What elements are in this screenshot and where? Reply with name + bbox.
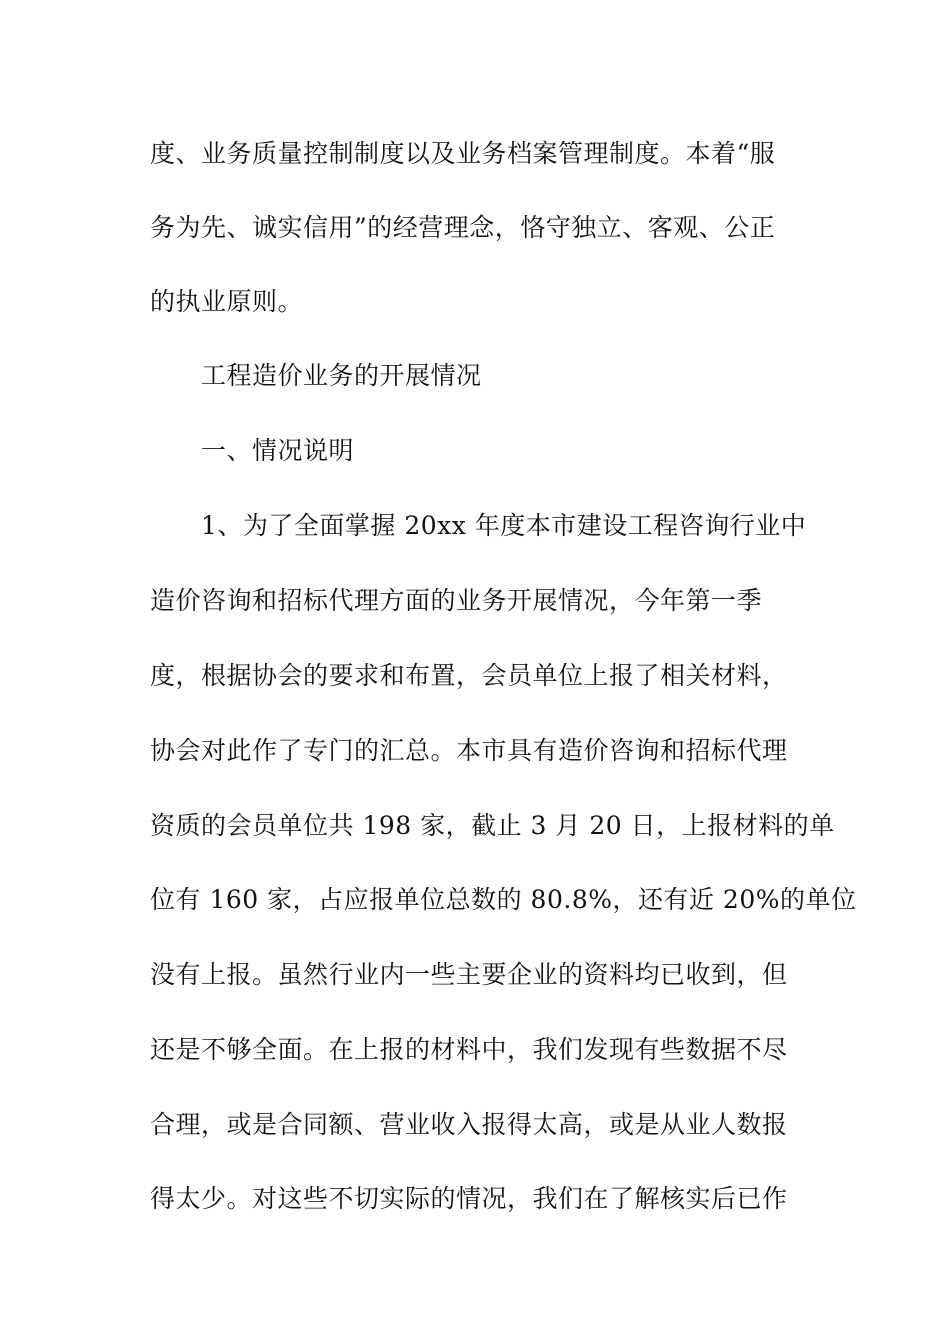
body-text-line: 造价咨询和招标代理方面的业务开展情况，今年第一季 [150,586,763,615]
body-text-line: 1、为了全面掌握 20xx 年度本市建设工程咨询行业中 [201,511,807,540]
body-text-line: 的执业原则。 [150,287,304,316]
body-text-line: 还是不够全面。在上报的材料中，我们发现有些数据不尽 [150,1035,788,1064]
body-text-line: 协会对此作了专门的汇总。本市具有造价咨询和招标代理 [150,736,788,765]
body-text-line: 合理，或是合同额、营业收入报得太高，或是从业人数报 [150,1110,788,1139]
body-text-line: 没有上报。虽然行业内一些主要企业的资料均已收到，但 [150,960,788,989]
subsection-heading: 一、情况说明 [201,436,355,465]
body-text-line: 资质的会员单位共 198 家，截止 3 月 20 日，上报材料的单 [150,811,835,840]
body-text-line: 务为先、诚实信用”的经营理念，恪守独立、客观、公正 [150,213,776,242]
body-text-line: 位有 160 家，占应报单位总数的 80.8%，还有近 20%的单位 [150,885,857,914]
section-heading: 工程造价业务的开展情况 [201,361,482,390]
body-text-line: 得太少。对这些不切实际的情况，我们在了解核实后已作 [150,1184,788,1213]
body-text-line: 度，根据协会的要求和布置，会员单位上报了相关材料， [150,661,788,690]
body-text-line: 度、业务质量控制制度以及业务档案管理制度。本着“服 [150,139,776,168]
